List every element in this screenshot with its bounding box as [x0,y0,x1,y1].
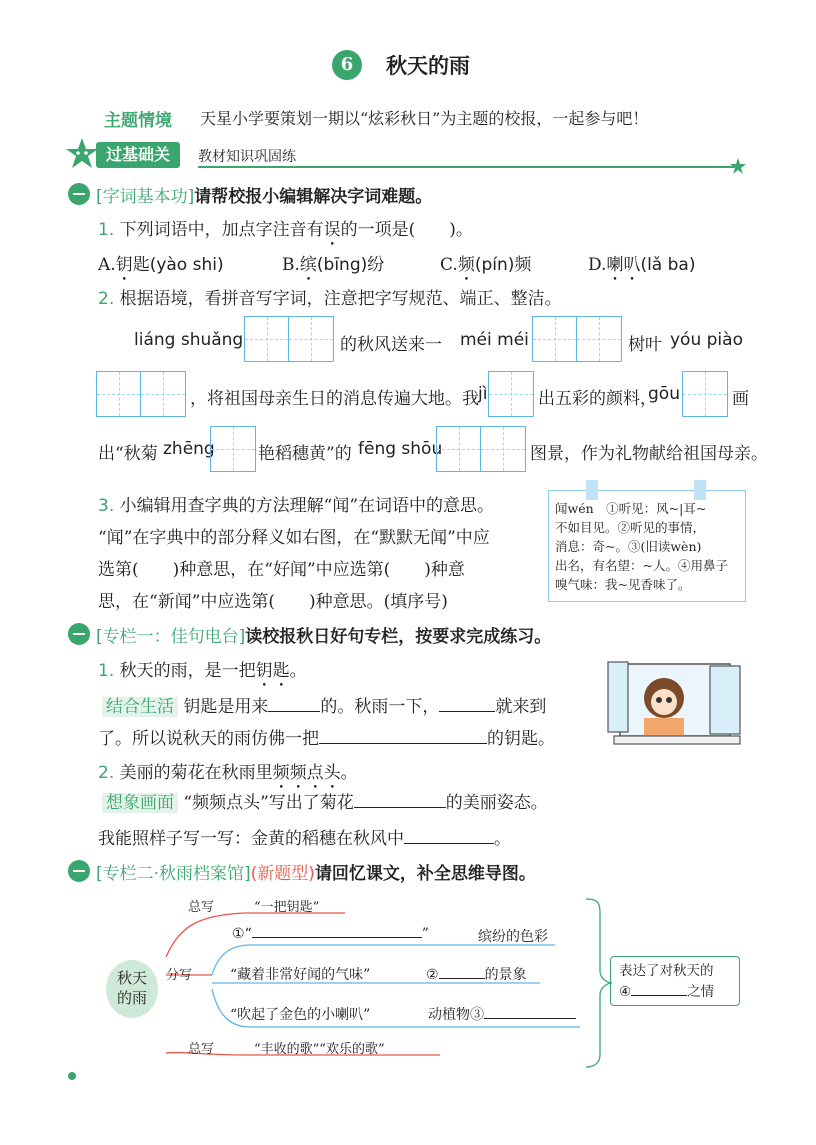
stage-title: 过基础关 [96,142,180,168]
task-text: 的美丽姿态。 [445,793,548,813]
mm-branch-3: “吹起了金色的小喇叭” [230,1007,371,1023]
tape-icon [694,480,706,500]
option-pinyin: (bīng)纷 [316,255,385,275]
option-d[interactable] [588,250,695,285]
option-b[interactable] [282,250,384,285]
q-number: 3. [98,496,115,516]
task-tag: 想象画面 [102,793,178,813]
mm-num: ② [426,967,439,983]
task-text: 就来到 [495,697,547,717]
q-number: 1. [98,220,115,240]
option-pinyin: (yào shi) [149,255,224,275]
context-text: 图景，作为礼物献给祖国母亲。 [530,444,768,464]
center-line: 秋天 [116,969,147,987]
task-text: 我能照样子写一写：金黄的稻穗在秋风中 [98,829,404,849]
question-1-2 [98,284,562,309]
q-dot-word: 频频点头 [272,763,341,783]
option-pinyin: (lǎ ba) [640,255,696,275]
context-text: ，将祖国母亲生日的消息传遍大地。我 [190,389,479,409]
section-2-heading [96,622,551,647]
q-text-end: )。 [449,220,473,240]
context-text: 出“秋菊 [98,444,158,464]
writing-grid[interactable] [244,316,334,362]
answer-blank[interactable] [439,978,485,979]
star-mascot-icon [64,136,100,172]
context-text: 出五彩的颜料， [538,389,657,409]
section-2-badge [68,623,90,645]
page-title: 秋天的雨 [386,54,470,78]
option-letter: C. [440,255,458,275]
q-dot-word: 误 [323,220,341,240]
task-text: 了。所以说秋天的雨仿佛一把 [98,729,319,749]
option-letter: B. [282,255,300,275]
task-text: 的。秋雨一下， [320,697,440,717]
mm-branch-3-answer [428,1004,576,1024]
task-2-copy [98,824,511,849]
context-text: 艳稻穗黄”的 [258,444,352,464]
tape-icon [586,480,598,500]
section-2-title: 读校报秋日好句专栏，按要求完成练习。 [245,627,552,647]
q-number: 2. [98,763,115,783]
stage-divider [198,166,734,168]
pinyin: zhēng [163,439,215,459]
mm-text: 的景象 [484,967,527,983]
pinyin: méi méi [460,330,529,350]
q-line: 选第( )种意思，在“好闻”中应选第( )种意 [98,560,465,580]
context-text: 树叶 [628,335,662,355]
center-line: 的雨 [116,989,147,1007]
task-2 [102,788,548,813]
option-char: 频 [457,255,475,275]
task-text: 。 [494,829,511,849]
q-line: 小编辑用查字典的方法理解“闻”在词语中的意思。 [119,496,495,516]
option-letter: D. [588,255,607,275]
answer-blank[interactable] [252,937,422,938]
q-line: 思，在“新闻”中应选第( )种意思。(填序号) [98,592,448,612]
answer-blank[interactable] [484,1018,576,1019]
section-3-title: 请回忆课文，补全思维导图。 [314,864,536,884]
new-type-tag: (新题型) [250,864,315,884]
summary-line: 表达了对秋天的 [619,963,714,979]
writing-grid[interactable] [488,371,534,417]
answer-blank[interactable] [268,711,320,712]
q-text-suffix: 的一项是( [340,220,416,240]
q-line: “闻”在字典中的部分释义如右图，在“默默无闻”中应 [98,528,490,548]
mm-branch-2-answer [426,964,527,984]
writing-grid[interactable] [96,371,186,417]
task-text: 钥匙是用来 [183,697,269,717]
answer-blank[interactable] [354,807,446,808]
mm-branch-2: “藏着非常好闻的气味” [230,967,371,983]
writing-grid[interactable] [532,316,622,362]
mm-middle-label: 分写 [166,968,193,983]
section-3-tag: [专栏二·秋雨档案馆] [96,864,251,884]
dictionary-card [548,490,746,602]
mm-top-label: 总写 [188,900,215,915]
mm-num: ① [232,926,245,942]
mm-bottom-label: 总写 [188,1042,215,1057]
section-2-tag: [专栏一：佳句电台] [96,627,246,647]
option-pinyin: (pín)频 [474,255,532,275]
writing-grid[interactable] [682,371,728,417]
q-text: 根据语境，看拼音写字词，注意把字写规范、端正、整洁。 [119,289,562,309]
writing-grid[interactable] [210,426,256,472]
q-dot-word: 钥匙 [255,661,290,681]
option-char: 缤 [299,255,317,275]
task-tag: 结合生活 [102,697,178,717]
option-char: 钥 [115,255,133,275]
q-number: 2. [98,289,115,309]
pinyin: fēng shōu [358,439,443,459]
dict-line: 消息：奇~。③(旧读wèn) [555,539,702,554]
mm-num: ④ [619,984,632,1000]
mm-quote: ” [421,926,429,942]
theme-text: 天星小学要策划一期以“炫彩秋日”为主题的校报，一起参与吧！ [200,109,649,128]
q-text: 下列词语中，加点字注音有 [119,220,324,240]
dict-line: 闻wén ①听见：风~|耳~ [555,501,707,516]
section-1-title: 请帮校报小编辑解决字词难题。 [194,187,433,207]
writing-grid[interactable] [436,426,526,472]
page-dot-icon [68,1072,76,1080]
theme-label: 主题情境 [104,111,172,131]
mm-summary-box [610,956,740,1006]
task-1 [102,692,546,717]
option-char: 叭 [623,255,641,275]
lesson-number-badge: 6 [332,50,362,80]
option-a[interactable] [98,250,224,285]
option-letter: A. [98,255,116,275]
option-c[interactable] [440,250,531,285]
pinyin: jì [478,384,488,404]
q-text: 秋天的雨，是一把 [119,661,256,681]
stage-subtitle: 教材知识巩固练 [198,149,296,165]
dict-line: 出名，有名望：~人。④用鼻子 [555,558,728,573]
question-1-3 [98,490,494,618]
answer-blank[interactable] [319,743,487,744]
context-text: 的秋风送来一 [340,335,442,355]
section-1-tag: [字词基本功] [96,187,195,207]
q-text-end: 。 [289,661,307,681]
answer-blank[interactable] [631,995,687,996]
sentence-1 [98,656,307,691]
task-1-line2 [98,724,555,749]
task-text: “频频点头”写出了菊花 [183,793,354,813]
task-text: 的钥匙。 [487,729,555,749]
section-1-heading [96,182,432,207]
option-char: 喇 [606,255,624,275]
summary-text: 之情 [687,984,715,1000]
pinyin: gōu [648,384,680,404]
mm-branch-1-text: 缤纷的色彩 [478,929,548,945]
q-text: 美丽的菊花在秋雨里 [119,763,273,783]
mm-quote: “ [244,926,252,942]
dict-line: 嗅气味：我~见香味了。 [555,577,691,592]
mm-bottom-text: “丰收的歌”“欢乐的歌” [254,1042,385,1057]
option-char: 匙 [132,255,150,275]
section-3-heading [96,859,536,884]
mm-top-text: “一把钥匙” [254,900,320,915]
star-icon [730,158,746,174]
mm-num: ③ [470,1007,484,1023]
mm-text: 动植物 [428,1007,470,1023]
section-3-badge [68,860,90,882]
answer-blank[interactable] [439,711,495,712]
question-1-1 [98,215,473,250]
section-1-badge [68,183,90,205]
context-text: 画 [732,389,749,409]
answer-blank[interactable] [404,843,494,844]
dict-line: 不如目见。②听见的事情， [555,520,706,535]
mindmap-center [106,960,158,1018]
pinyin: liáng shuǎng [134,330,244,350]
q-text-end: 。 [340,763,358,783]
girl-at-window-illustration [606,660,746,750]
mm-branch-1 [232,926,429,942]
q-number: 1. [98,661,115,681]
pinyin: yóu piào [670,330,743,350]
